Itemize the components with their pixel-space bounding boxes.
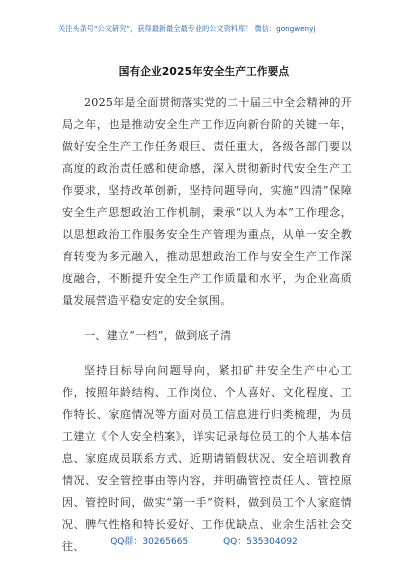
qq-group-number: QQ群：30265665 <box>110 537 189 547</box>
qq-number: QQ：535304092 <box>223 537 298 547</box>
intro-paragraph: 2025年是全面贯彻落实党的二十届三中全会精神的开局之年，也是推动安全生产工作迈向新台阶的关键一年，做好安全生产工作任务艰巨、责任重大，各级各部门要以高度的政治责任感和使命感，深入贯彻新时代安全生产工作要求，坚持改革创新，坚持问题导向，实施“四清”保障安全生产思想政治工作机制，秉承“以人为本”工作理念，以思想政治工作服务安全生产管理为重点，从单一安全教育转变为多元融入，推动思想政治工作与安全生产工作深度融合，不断提升安全生产工作质量和水平，为企业高质量发展营造平稳安定的安全氛围。 <box>62 96 352 307</box>
section-paragraph: 坚持目标导向问题导向，紧扣矿井安全生产中心工作，按照年龄结构、工作岗位、个人喜好、文化程度、工作特长、家庭情况等方面对员工信息进行归类梳理，为员工建立《个人安全档案》，详实记录每位员工的个人基本信息、家庭成员联系方式、近期请销假状况、安全培训教育情况、安全管控事由等内容，并明确管控责任人、管控原因、管控时间，做实“第一手”资料，做到员工个人家庭情况、脾气性格和特长爱好、工作优缺点、业余生活社会交往、 <box>62 364 352 553</box>
section-heading: 一、建立“一档”，做到底子清 <box>84 329 232 342</box>
document-body <box>62 92 352 558</box>
document-title: 国有企业2025年安全生产工作要点 <box>118 66 290 78</box>
contact-footer <box>0 534 408 547</box>
promo-header: 关注头条号“公文研究”，获得最新最全最专业的公文资料库！ 微信：gongwenyj <box>58 24 316 33</box>
